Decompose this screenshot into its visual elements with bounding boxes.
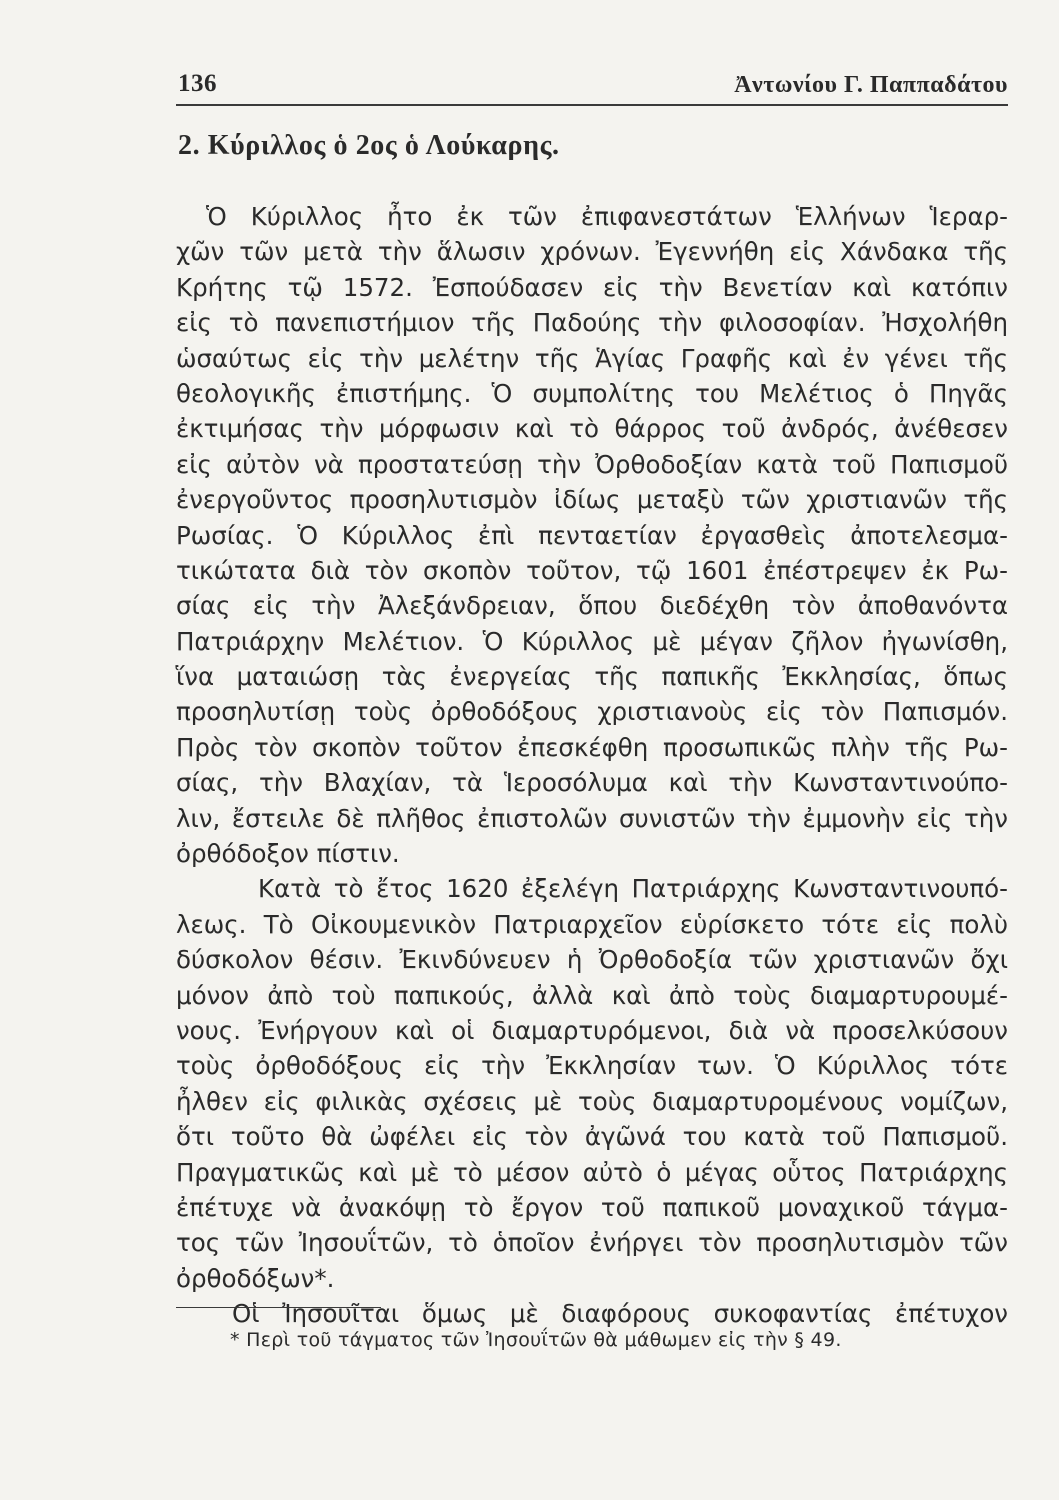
text-line: σίας, τὴν Βλαχίαν, τὰ Ἱεροσόλυμα καὶ τὴν Κωνσταντινούπο- xyxy=(176,768,1008,798)
text-line: σίας εἰς τὴν Ἀλεξάνδρειαν, ὅπου διεδέχθη τὸν ἀποθανόντα xyxy=(176,591,1008,621)
page-number: 136 xyxy=(178,70,217,97)
text-line: ὡσαύτως εἰς τὴν μελέτην τῆς Ἁγίας Γραφῆς καὶ ἐν γένει τῆς xyxy=(176,343,1008,373)
text-line: λεως. Τὸ Οἰκουμενικὸν Πατριαρχεῖον εὑρίσκετο τότε εἰς πολὺ xyxy=(176,909,1008,939)
text-line: ἐκτιμήσας τὴν μόρφωσιν καὶ τὸ θάρρος τοῦ ἀνδρός, ἀνέθεσεν xyxy=(176,414,1008,444)
text-line: ὀρθόδοξον πίστιν. xyxy=(176,839,400,869)
text-line: Κρήτης τῷ 1572. Ἐσπούδασεν εἰς τὴν Βενετίαν καὶ κατόπιν xyxy=(176,272,1008,302)
text-line: εἰς τὸ πανεπιστήμιον τῆς Παδούης τὴν φιλοσοφίαν. Ἠσχολήθη xyxy=(176,308,1008,338)
text-line: Κατὰ τὸ ἔτος 1620 ἐξελέγη Πατριάρχης Κωνσταντινουπό- xyxy=(258,874,1008,904)
text-line: ἵνα ματαιώσῃ τὰς ἐνεργείας τῆς παπικῆς Ἐκκλησίας, ὅπως xyxy=(176,662,1008,692)
text-line: Πρὸς τὸν σκοπὸν τοῦτον ἐπεσκέφθη προσωπικῶς πλὴν τῆς Ρω- xyxy=(176,732,1008,762)
text-line: λιν, ἔστειλε δὲ πλῆθος ἐπιστολῶν συνιστῶν τὴν ἐμμονὴν εἰς τὴν xyxy=(176,803,1008,833)
text-line: θεολογικῆς ἐπιστήμης. Ὁ συμπολίτης του Μελέτιος ὁ Πηγᾶς xyxy=(176,378,1008,408)
text-line: μόνον ἀπὸ τοὺ παπικούς, ἀλλὰ καὶ ἀπὸ τοὺς διαμαρτυρουμέ- xyxy=(176,980,1008,1010)
text-line: εἰς αὐτὸν νὰ προστατεύσῃ τὴν Ὀρθοδοξίαν κατὰ τοῦ Παπισμοῦ xyxy=(176,449,1008,479)
text-line: τικώτατα διὰ τὸν σκοπὸν τοῦτον, τῷ 1601 ἐπέστρεψεν ἐκ Ρω- xyxy=(176,555,1008,585)
text-line: νους. Ἐνήργουν καὶ οἱ διαμαρτυρόμενοι, διὰ νὰ προσελκύσουν xyxy=(176,1015,1008,1045)
text-line: ἐνεργοῦντος προσηλυτισμὸν ἰδίως μεταξὺ τῶν χριστιανῶν τῆς xyxy=(176,485,1008,515)
running-head: Ἀντωνίου Γ. Παππαδάτου xyxy=(734,72,1008,98)
text-line: Πατριάρχην Μελέτιον. Ὁ Κύριλλος μὲ μέγαν ζῆλον ἠγωνίσθη, xyxy=(176,626,1008,656)
text-line: ἐπέτυχε νὰ ἀνακόψῃ τὸ ἔργον τοῦ παπικοῦ μοναχικοῦ τάγμα- xyxy=(176,1192,1008,1222)
text-line: Πραγματικῶς καὶ μὲ τὸ μέσον αὐτὸ ὁ μέγας οὗτος Πατριάρχης xyxy=(176,1157,1008,1187)
text-line: Οἱ Ἰησουῖται ὅμως μὲ διαφόρους συκοφαντίας ἐπέτυχον xyxy=(232,1299,1008,1329)
text-line: τος τῶν Ἰησουΐτῶν, τὸ ὁποῖον ἐνήργει τὸν προσηλυτισμὸν τῶν xyxy=(176,1228,1008,1258)
text-line: τοὺς ὀρθοδόξους εἰς τὴν Ἐκκλησίαν των. Ὁ Κύριλλος τότε xyxy=(176,1051,1008,1081)
text-line: ὅτι τοῦτο θὰ ὠφέλει εἰς τὸν ἀγῶνά του κατὰ τοῦ Παπισμοῦ. xyxy=(176,1122,1008,1152)
footnote: * Περὶ τοῦ τάγματος τῶν Ἰησουΐτῶν θὰ μάθωμεν εἰς τὴν § 49. xyxy=(230,1329,842,1351)
page-header xyxy=(176,70,1008,106)
section-title: 2. Κύριλλος ὁ 2ος ὁ Λούκαρης. xyxy=(178,130,560,161)
body-text xyxy=(176,199,1008,1332)
text-line: Ρωσίας. Ὁ Κύριλλος ἐπὶ πενταετίαν ἐργασθεὶς ἀποτελεσμα- xyxy=(176,520,1008,550)
text-line: προσηλυτίσῃ τοὺς ὀρθοδόξους χριστιανοὺς εἰς τὸν Παπισμόν. xyxy=(176,697,1008,727)
text-line: ἦλθεν εἰς φιλικὰς σχέσεις μὲ τοὺς διαμαρτυρομένους νομίζων, xyxy=(176,1086,1008,1116)
text-line: Ὁ Κύριλλος ἦτο ἐκ τῶν ἐπιφανεστάτων Ἑλλήνων Ἱεραρ- xyxy=(206,202,1008,231)
text-line: δύσκολον θέσιν. Ἐκινδύνευεν ἡ Ὀρθοδοξία τῶν χριστιανῶν ὄχι xyxy=(176,945,1008,975)
text-line: ὀρθοδόξων*. xyxy=(176,1263,335,1293)
footnote-divider xyxy=(176,1307,381,1308)
text-line: χῶν τῶν μετὰ τὴν ἅλωσιν χρόνων. Ἐγεννήθη εἰς Χάνδακα τῆς xyxy=(176,237,1008,267)
